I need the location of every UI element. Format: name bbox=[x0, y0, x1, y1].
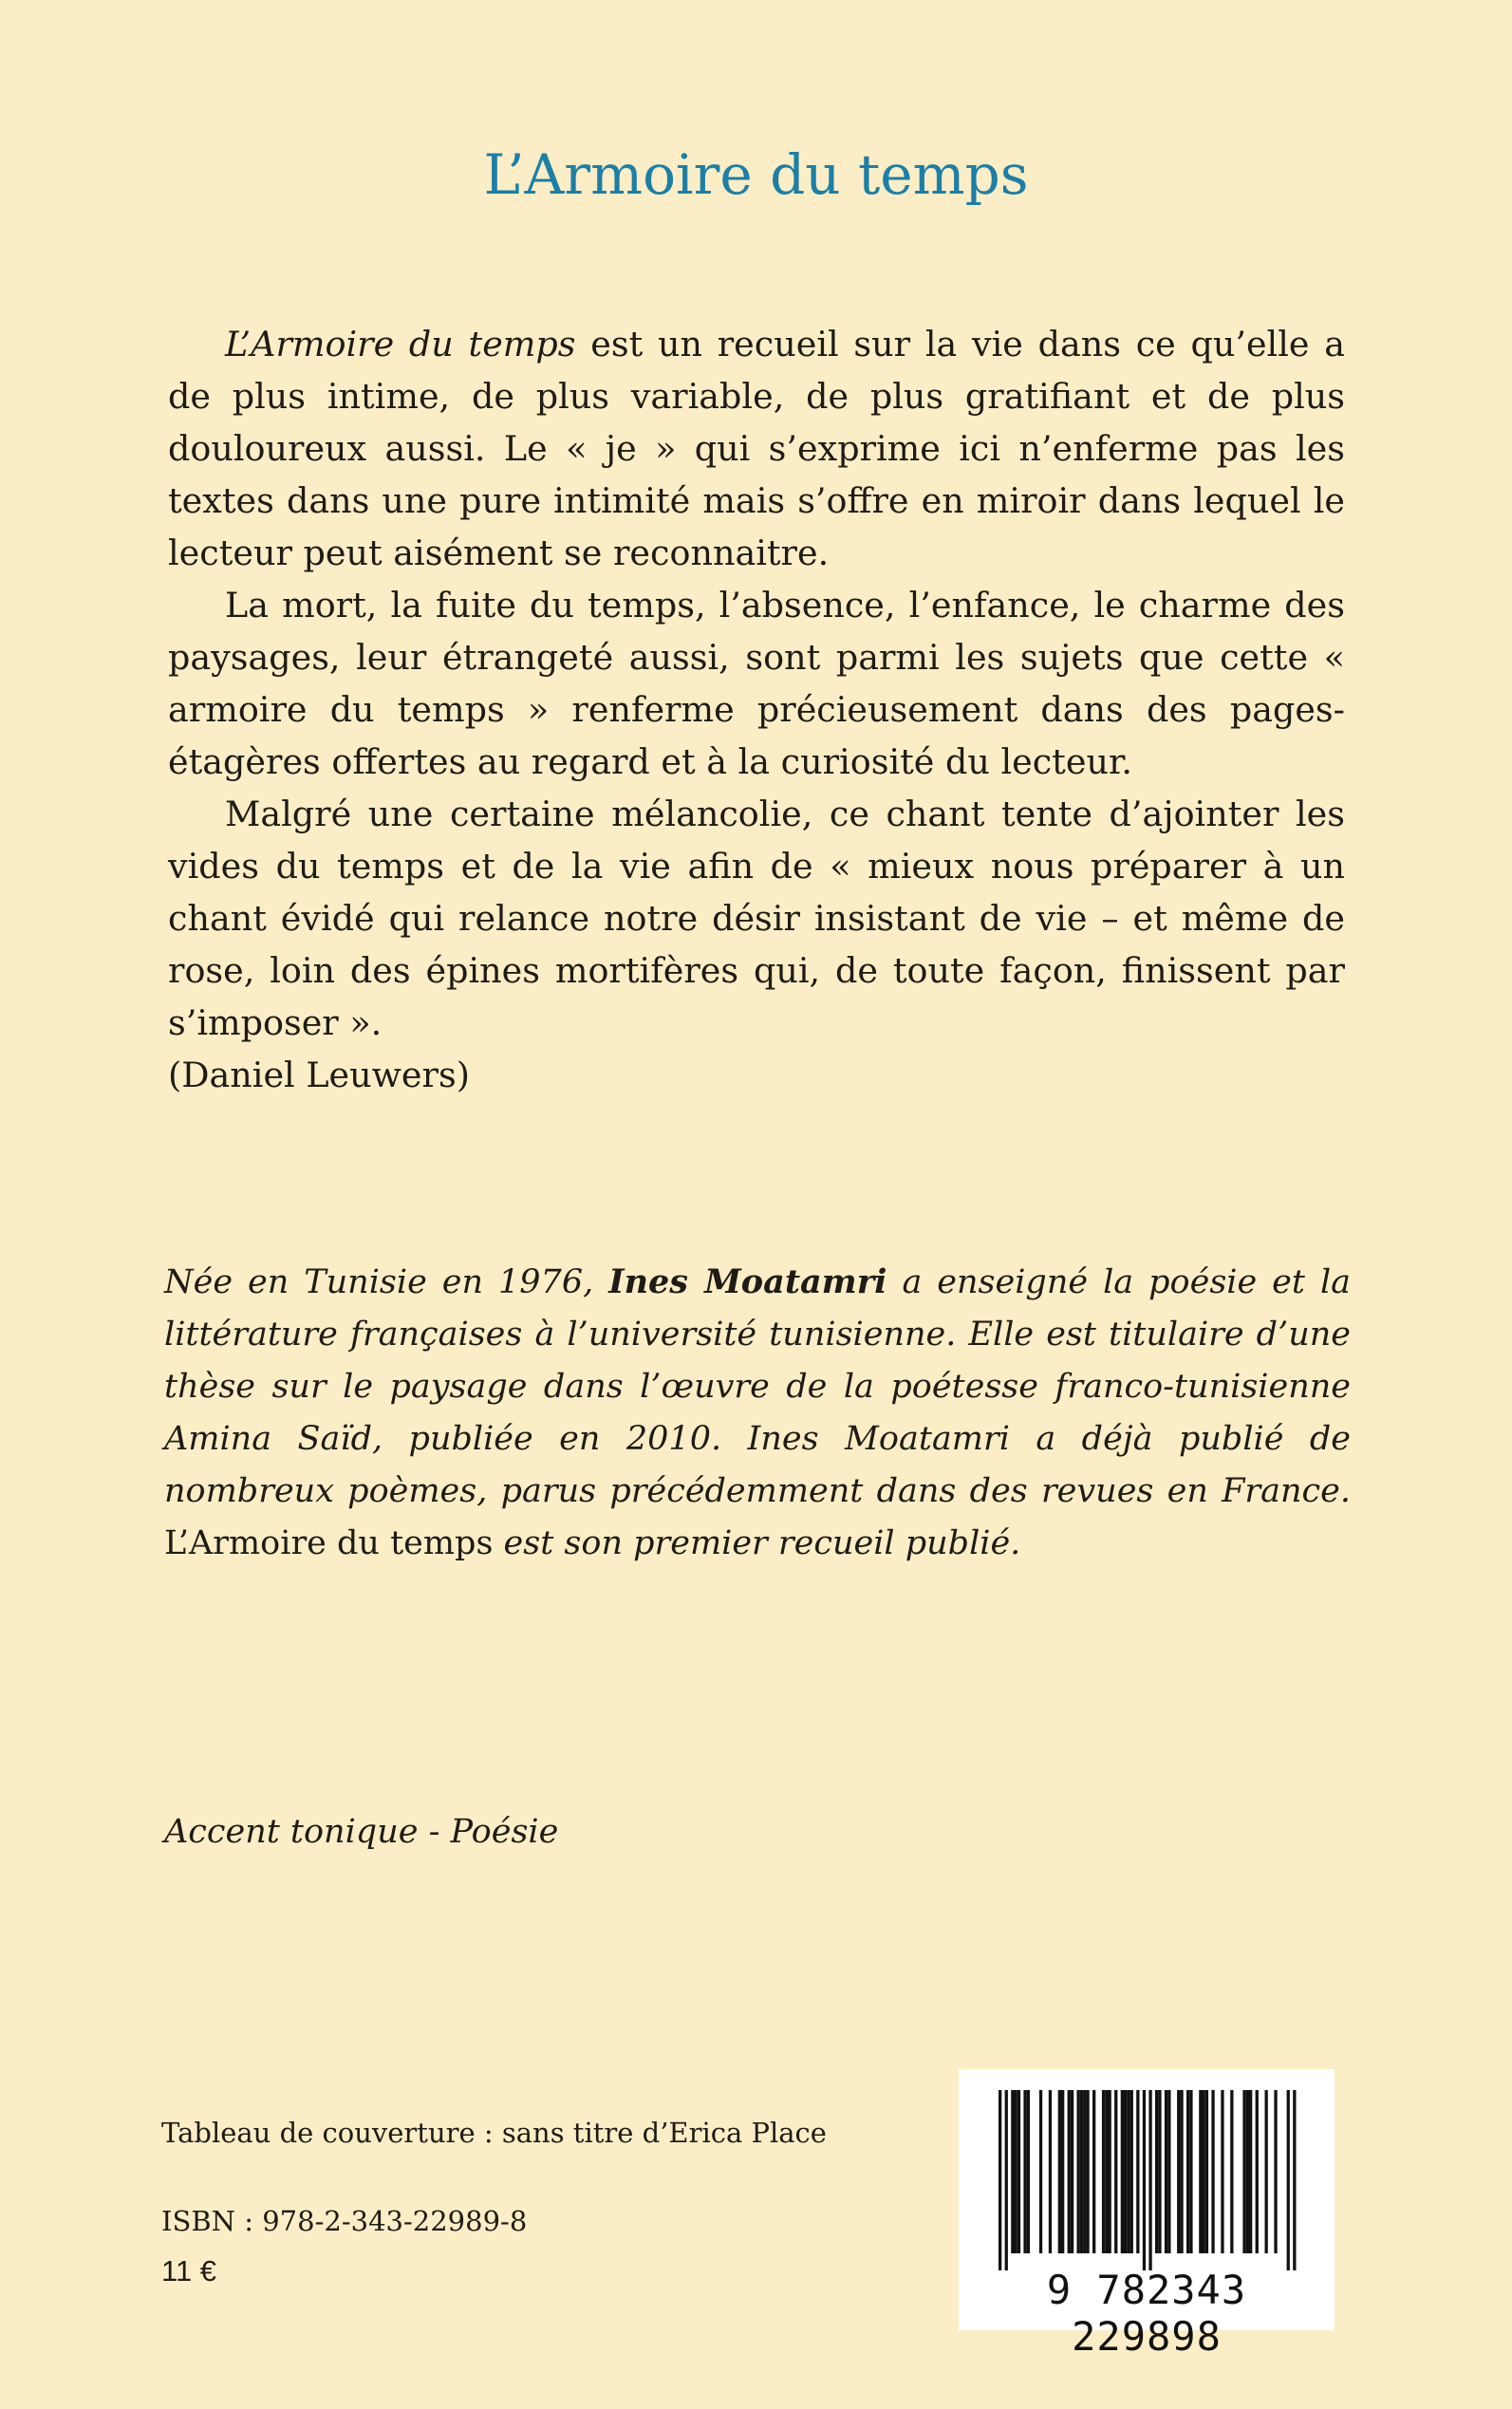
barcode-bar bbox=[1077, 2090, 1080, 2253]
author-bio bbox=[164, 1256, 1351, 1570]
barcode-bar bbox=[1023, 2090, 1026, 2253]
barcode-bar bbox=[1114, 2090, 1117, 2253]
barcode-bar bbox=[1121, 2090, 1124, 2253]
barcode-bar bbox=[1199, 2090, 1202, 2253]
barcode-bar bbox=[1068, 2090, 1071, 2253]
barcode-bar bbox=[1039, 2090, 1042, 2253]
book-title: L’Armoire du temps bbox=[483, 142, 1029, 207]
barcode-bar bbox=[1136, 2090, 1139, 2253]
barcode-bar bbox=[1017, 2090, 1020, 2253]
blurb-book-title: L’Armoire du temps bbox=[225, 324, 576, 364]
barcode-bar bbox=[1102, 2090, 1105, 2253]
barcode-bar bbox=[1205, 2090, 1208, 2253]
barcode-bar bbox=[1242, 2090, 1245, 2253]
bio-part-1: Née en Tunisie en 1976, bbox=[164, 1263, 609, 1301]
cover-credit: Tableau de couverture : sans titre d’Erica Place bbox=[161, 2117, 827, 2149]
barcode-bar bbox=[1211, 2090, 1214, 2253]
barcode-bar bbox=[1287, 2090, 1290, 2270]
blurb-citation: (Daniel Leuwers) bbox=[168, 1055, 470, 1095]
barcode-bar bbox=[1130, 2090, 1133, 2253]
barcode-bar bbox=[1109, 2090, 1111, 2253]
barcode-bar bbox=[999, 2090, 1001, 2270]
barcode-bar bbox=[1186, 2090, 1189, 2253]
barcode-bar bbox=[1148, 2090, 1151, 2270]
barcode-bar bbox=[1061, 2090, 1064, 2253]
barcode-bar bbox=[1092, 2090, 1095, 2253]
collection-name: Accent tonique - Poésie bbox=[164, 1813, 559, 1851]
barcode-bar bbox=[1080, 2090, 1083, 2253]
author-name: Ines Moatamri bbox=[608, 1262, 887, 1301]
barcode-bar bbox=[1143, 2090, 1146, 2270]
barcode-bar bbox=[1015, 2090, 1017, 2253]
bio-part-3: est son premier recueil publié. bbox=[493, 1524, 1021, 1562]
price: 11 € bbox=[161, 2254, 217, 2288]
barcode-digits: 9 782343 229898 bbox=[1046, 2267, 1247, 2360]
barcode-bar bbox=[1086, 2090, 1089, 2253]
barcode-bar bbox=[1221, 2090, 1223, 2253]
barcode-bar bbox=[1274, 2090, 1277, 2253]
barcode bbox=[959, 2069, 1335, 2360]
barcode-bar bbox=[1180, 2090, 1183, 2253]
blurb-paragraph-3: Malgré une certaine mélancolie, ce chant tente d’ajointer les vides du temps et de la vie afin de « mieux nous préparer à un chant évidé qui relance notre désir insistant de vie – et même de rose, loin des épines mortifères qui, de toute façon, finissent par s’imposer ». bbox=[168, 794, 1345, 1043]
barcode-bar bbox=[1203, 2090, 1205, 2253]
barcode-bars bbox=[980, 2090, 1314, 2270]
barcode-bar bbox=[1265, 2090, 1268, 2253]
barcode-bar bbox=[1165, 2090, 1167, 2253]
barcode-bar bbox=[1027, 2090, 1030, 2253]
barcode-bar bbox=[1158, 2090, 1161, 2253]
barcode-bar bbox=[1124, 2090, 1127, 2253]
barcode-bar bbox=[1127, 2090, 1129, 2253]
bio-part-2: a enseigné la poésie et la littérature françaises à l’université tunisienne. Elle est titulaire d’une thèse sur le paysage dans l’œuvre de la poétesse franco-tunisienne Amina Saïd, publiée en 2010. Ines Moatamri a déjà publié de nombreux poèmes, parus précédemment dans des revues en France. bbox=[164, 1263, 1352, 1510]
blurb-paragraph-2: La mort, la fuite du temps, l’absence, l’enfance, le charme des paysages, leur étrangeté aussi, sont parmi les sujets que cette « armoire du temps » renferme précieusement dans des pages-étagères offertes au regard et à la curiosité du lecteur. bbox=[168, 585, 1345, 782]
barcode-bar bbox=[1011, 2090, 1014, 2253]
barcode-bar bbox=[1246, 2090, 1249, 2253]
barcode-bar bbox=[1293, 2090, 1296, 2270]
barcode-bar bbox=[1256, 2090, 1259, 2253]
barcode-bar bbox=[1189, 2090, 1192, 2253]
barcode-bar bbox=[1005, 2090, 1008, 2270]
barcode-bar bbox=[1155, 2090, 1158, 2253]
barcode-bar bbox=[1105, 2090, 1108, 2253]
barcode-bar bbox=[1071, 2090, 1073, 2253]
barcode-bar bbox=[1230, 2090, 1233, 2253]
barcode-bar bbox=[1177, 2090, 1180, 2253]
barcode-bar bbox=[1249, 2090, 1252, 2253]
back-cover-blurb bbox=[168, 318, 1345, 1101]
bio-book-title: L’Armoire du temps bbox=[164, 1524, 494, 1562]
barcode-bar bbox=[1083, 2090, 1086, 2253]
blurb-paragraph-1 bbox=[168, 318, 1345, 579]
barcode-bar bbox=[1049, 2090, 1052, 2253]
blurb-paragraph-1-text: est un recueil sur la vie dans ce qu’elle a de plus intime, de plus variable, de plus gratifiant et de plus douloureux aussi. Le « je » qui s’exprime ici n’enferme pas les textes dans une pure intimité mais s’offre en miroir dans lequel le lecteur peut aisément se reconnaitre. bbox=[168, 324, 1345, 573]
barcode-bar bbox=[1058, 2090, 1061, 2253]
barcode-bar bbox=[1167, 2090, 1170, 2253]
isbn: ISBN : 978-2-343-22989-8 bbox=[161, 2205, 528, 2237]
